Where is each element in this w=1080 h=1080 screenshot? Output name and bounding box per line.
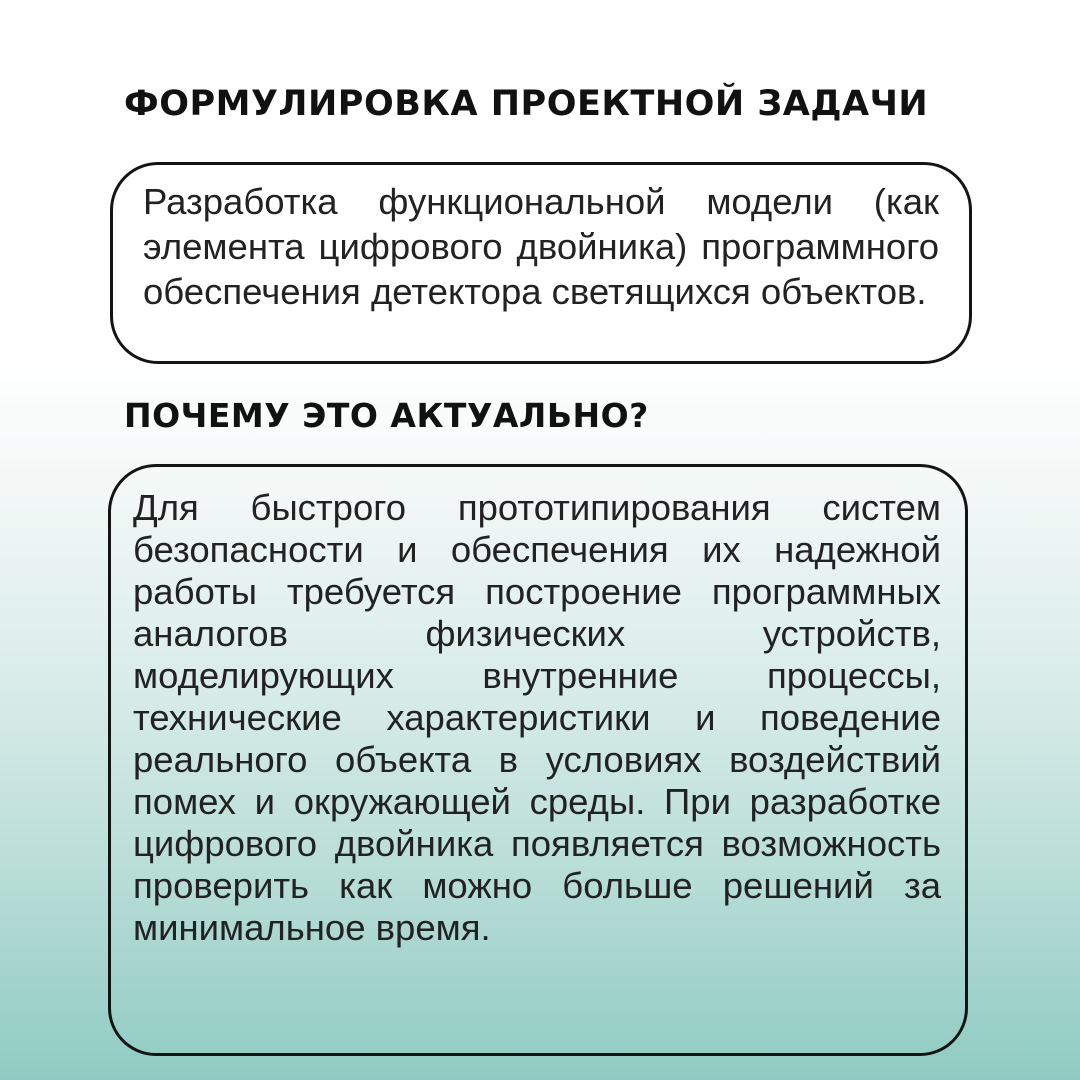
task-heading: ФОРМУЛИРОВКА ПРОЕКТНОЙ ЗАДАЧИ: [124, 84, 929, 124]
relevance-box: [108, 464, 968, 1056]
task-box: [110, 162, 972, 364]
task-text: Разработка функциональной модели (как элемента цифрового двойника) программного обеспечения детектора светящихся объектов.: [143, 181, 939, 312]
relevance-heading: ПОЧЕМУ ЭТО АКТУАЛЬНО?: [124, 396, 649, 435]
relevance-text: Для быстрого прототипирования систем безопасности и обеспечения их надежной работы требуется построение программных аналогов физических устройств, моделирующих внутренние процессы, технические характеристики и поведение реального объекта в условиях воздействий помех и окружающей среды. При разработке цифрового двойника появляется возможность проверить как можно больше решений за минимальное время.: [133, 487, 941, 948]
